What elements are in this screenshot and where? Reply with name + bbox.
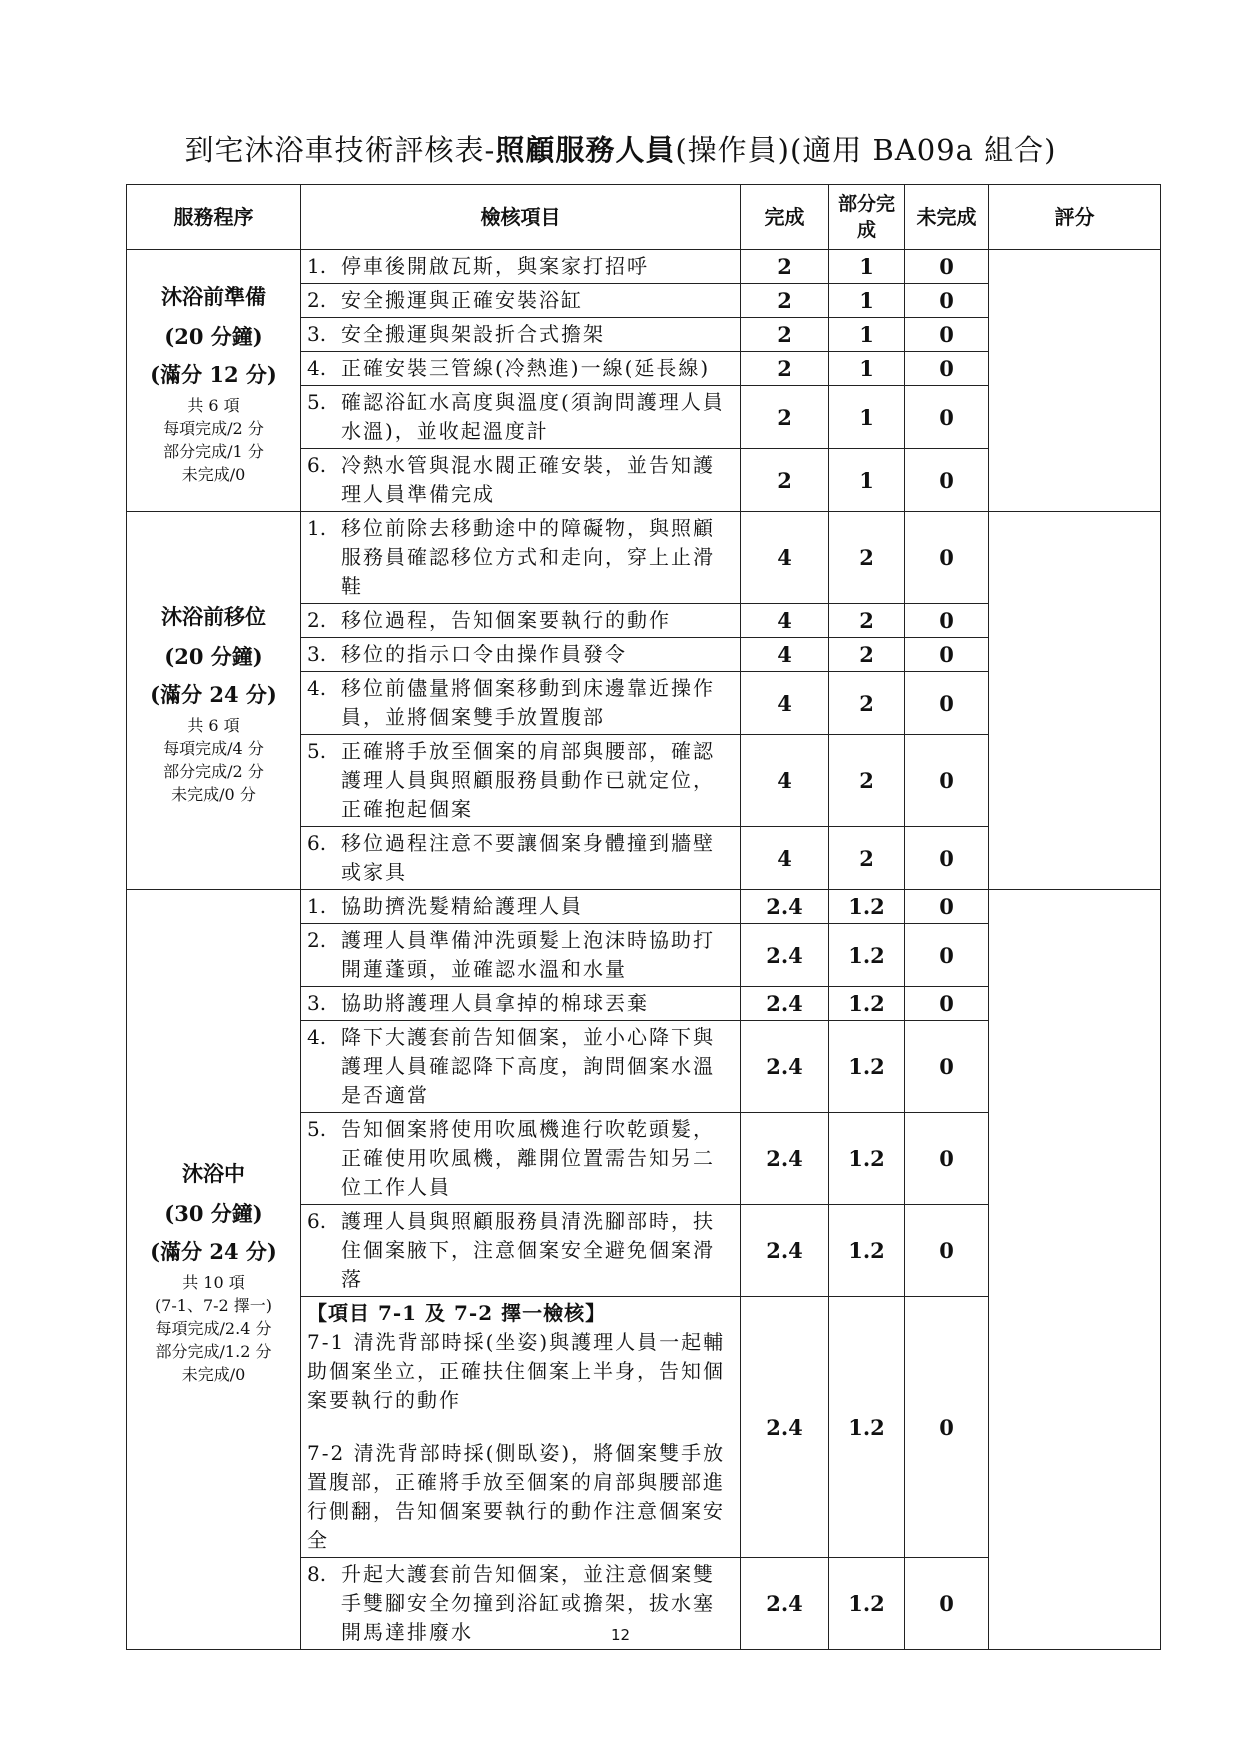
partial-score: 1.2 [829,1205,905,1297]
section-1-cell [127,250,301,512]
partial-score: 2 [829,827,905,890]
complete-score: 2.4 [741,1558,829,1650]
section-note: 共 6 項 [187,395,240,415]
section-note: (7-1、7-2 擇一) [154,1296,273,1315]
section-note: 部分完成/2 分 [163,761,264,781]
item-cell: 6. 護理人員與照顧服務員清洗腳部時，扶住個案腋下，注意個案安全避免個案滑落 [301,1205,741,1297]
incomplete-score: 0 [905,512,989,604]
partial-score: 1.2 [829,924,905,987]
section-name: 沐浴中 [182,1162,245,1186]
section-note: 共 6 項 [187,715,240,735]
score-entry-cell[interactable] [989,890,1161,1650]
incomplete-score: 0 [905,1205,989,1297]
complete-score: 2.4 [741,987,829,1021]
incomplete-score: 0 [905,449,989,512]
header-complete: 完成 [741,185,829,250]
header-score: 評分 [989,185,1161,250]
section-name: 沐浴前移位 [161,604,266,629]
choice-heading: 【項目 7-1 及 7-2 擇一檢核】 [307,1301,607,1325]
table-row [127,512,1161,604]
item-cell: 4. 移位前儘量將個案移動到床邊靠近操作員，並將個案雙手放置腹部 [301,672,741,735]
item-cell: 3. 移位的指示口令由操作員發令 [301,638,741,672]
complete-score: 2 [741,250,829,284]
header-check-item: 檢核項目 [301,185,741,250]
header-incomplete: 未完成 [905,185,989,250]
partial-score: 1 [829,250,905,284]
complete-score: 2.4 [741,890,829,924]
section-note: 共 10 項 [182,1273,245,1292]
item-cell: 8. 升起大護套前告知個案，並注意個案雙手雙腳安全勿撞到浴缸或擔架，拔水塞開馬達排廢水 [301,1558,741,1650]
partial-score: 1 [829,386,905,449]
section-duration: (20 分鐘) [164,323,263,349]
section-note: 每項完成/4 分 [163,738,264,758]
partial-score: 1 [829,449,905,512]
incomplete-score: 0 [905,735,989,827]
item-cell: 2. 安全搬運與正確安裝浴缸 [301,284,741,318]
item-cell: 1. 協助擠洗髮精給護理人員 [301,890,741,924]
incomplete-score: 0 [905,1021,989,1113]
choice-option-7-2: 7-2 清洗背部時採(側臥姿)，將個案雙手放置腹部，正確將手放至個案的肩部與腰部進行側翻，告知個案要執行的動作注意個案安全 [307,1441,726,1552]
complete-score: 4 [741,827,829,890]
section-note: 未完成/0 [181,1365,246,1384]
incomplete-score: 0 [905,924,989,987]
item-cell: 5. 確認浴缸水高度與溫度(須詢問護理人員水溫)，並收起溫度計 [301,386,741,449]
partial-score: 2 [829,512,905,604]
complete-score: 4 [741,638,829,672]
complete-score: 4 [741,512,829,604]
incomplete-score: 0 [905,1297,989,1558]
item-cell: 6. 移位過程注意不要讓個案身體撞到牆壁或家具 [301,827,741,890]
incomplete-score: 0 [905,250,989,284]
partial-score: 2 [829,735,905,827]
table-header-row [127,185,1161,250]
complete-score: 2 [741,449,829,512]
incomplete-score: 0 [905,890,989,924]
partial-score: 1.2 [829,1021,905,1113]
section-note: 部分完成/1 分 [163,441,264,461]
evaluation-table [126,184,1161,1650]
partial-score: 2 [829,604,905,638]
section-note: 部分完成/1.2 分 [155,1342,272,1361]
incomplete-score: 0 [905,386,989,449]
partial-score: 1.2 [829,890,905,924]
incomplete-score: 0 [905,638,989,672]
incomplete-score: 0 [905,987,989,1021]
partial-score: 1.2 [829,1297,905,1558]
section-note: 每項完成/2.4 分 [155,1319,272,1338]
complete-score: 4 [741,735,829,827]
complete-score: 2 [741,284,829,318]
section-3-cell [127,890,301,1650]
form-title: 到宅沐浴車技術評核表-照顧服務人員(操作員)(適用 BA09a 組合) [184,133,1057,167]
incomplete-score: 0 [905,318,989,352]
complete-score: 2.4 [741,1297,829,1558]
item-cell: 1. 停車後開啟瓦斯，與案家打招呼 [301,250,741,284]
partial-score: 1.2 [829,987,905,1021]
section-note: 未完成/0 [181,464,246,484]
incomplete-score: 0 [905,352,989,386]
section-duration: (30 分鐘) [164,1201,263,1226]
score-entry-cell[interactable] [989,512,1161,890]
partial-score: 1 [829,318,905,352]
item-cell: 5. 正確將手放至個案的肩部與腰部，確認護理人員與照顧服務員動作已就定位，正確抱起個案 [301,735,741,827]
item-cell: 2. 移位過程，告知個案要執行的動作 [301,604,741,638]
section-2-cell [127,512,301,890]
incomplete-score: 0 [905,672,989,735]
complete-score: 4 [741,672,829,735]
header-partial: 部分完成 [829,185,905,250]
section-name: 沐浴前準備 [161,284,266,309]
partial-score: 1.2 [829,1113,905,1205]
partial-score: 1 [829,284,905,318]
complete-score: 2.4 [741,1021,829,1113]
choice-option-7-1: 7-1 清洗背部時採(坐姿)與護理人員一起輔助個案坐立，正確扶住個案上半身，告知個案要執行的動作 [307,1330,726,1412]
page-number: 12 [610,1626,631,1644]
header-procedure: 服務程序 [127,185,301,250]
incomplete-score: 0 [905,604,989,638]
section-duration: (20 分鐘) [164,643,263,669]
item-cell: 5. 告知個案將使用吹風機進行吹乾頭髮，正確使用吹風機，離開位置需告知另二位工作人員 [301,1113,741,1205]
table-row [127,250,1161,284]
incomplete-score: 0 [905,284,989,318]
incomplete-score: 0 [905,1113,989,1205]
item-cell: 3. 安全搬運與架設折合式擔架 [301,318,741,352]
complete-score: 2 [741,318,829,352]
partial-score: 2 [829,672,905,735]
partial-score: 1 [829,352,905,386]
item-cell: 1. 移位前除去移動途中的障礙物，與照顧服務員確認移位方式和走向，穿上止滑鞋 [301,512,741,604]
choice-item-cell [301,1297,741,1558]
section-note: 每項完成/2 分 [163,418,264,438]
item-cell: 6. 冷熱水管與混水閥正確安裝，並告知護理人員準備完成 [301,449,741,512]
item-cell: 4. 降下大護套前告知個案，並小心降下與護理人員確認降下高度，詢問個案水溫是否適當 [301,1021,741,1113]
table-row [127,890,1161,924]
incomplete-score: 0 [905,1558,989,1650]
complete-score: 2.4 [741,1113,829,1205]
complete-score: 2.4 [741,1205,829,1297]
section-full-score: (滿分 12 分) [150,361,277,387]
score-entry-cell[interactable] [989,250,1161,512]
partial-score: 1.2 [829,1558,905,1650]
incomplete-score: 0 [905,827,989,890]
item-cell: 4. 正確安裝三管線(冷熱進)一線(延長線) [301,352,741,386]
complete-score: 4 [741,604,829,638]
complete-score: 2 [741,386,829,449]
item-cell: 2. 護理人員準備沖洗頭髮上泡沫時協助打開蓮蓬頭，並確認水溫和水量 [301,924,741,987]
section-full-score: (滿分 24 分) [150,1239,277,1264]
complete-score: 2.4 [741,924,829,987]
section-full-score: (滿分 24 分) [150,681,277,707]
partial-score: 2 [829,638,905,672]
item-cell: 3. 協助將護理人員拿掉的棉球丟棄 [301,987,741,1021]
complete-score: 2 [741,352,829,386]
section-note: 未完成/0 分 [171,784,256,804]
